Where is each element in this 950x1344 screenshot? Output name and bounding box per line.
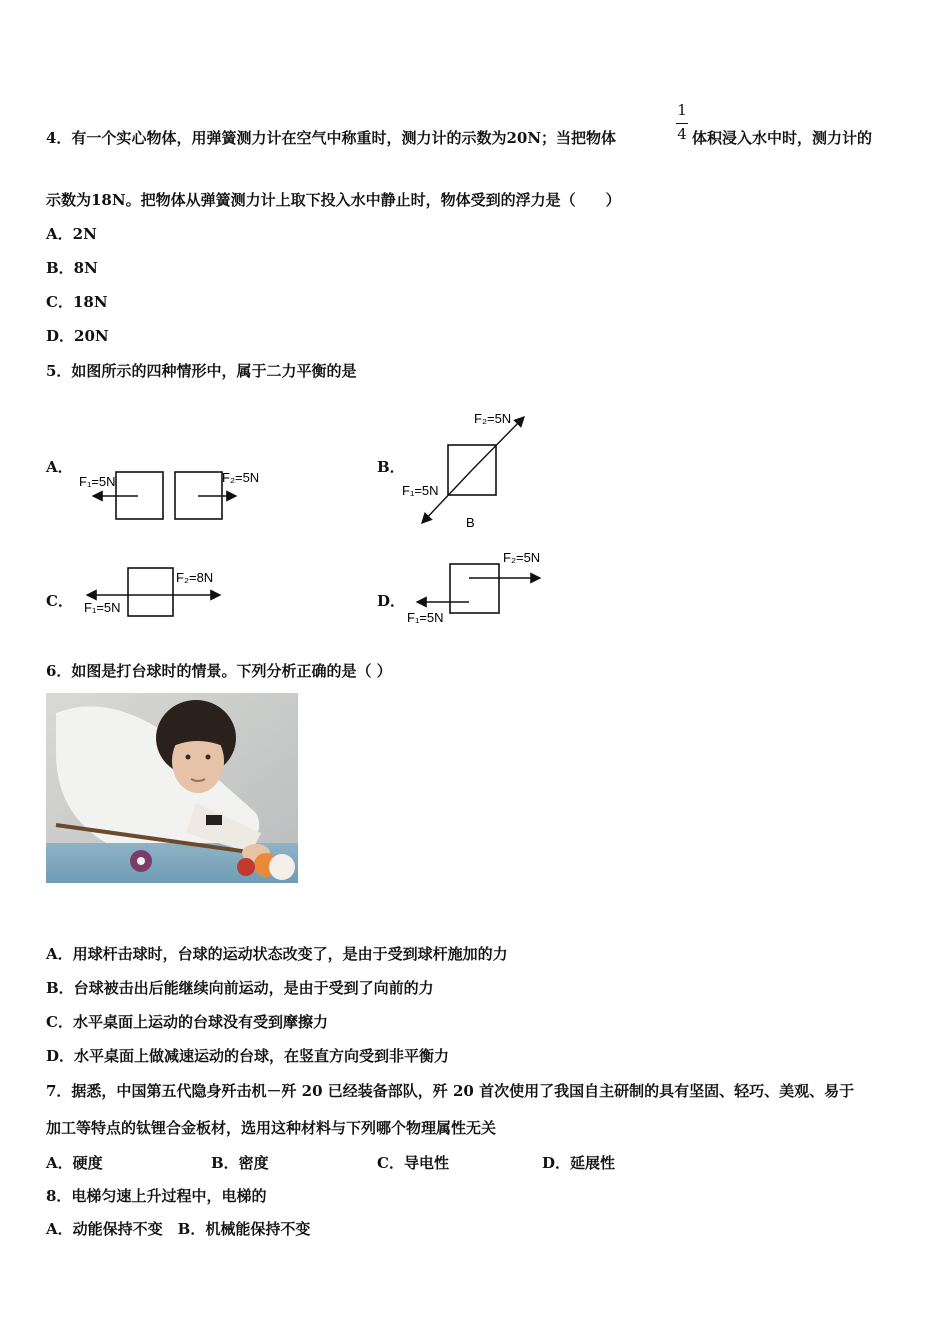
q4-option-b: B．8N (46, 259, 98, 277)
q5-label-d: D． (377, 592, 406, 610)
q7-stem-line2: 加工等特点的钛锂合金板材，选用这种材料与下列哪个物理属性无关 (46, 1119, 497, 1137)
fig-b-f2-label: F₂=5N (474, 411, 512, 426)
q6-option-b: B．台球被击出后能继续向前运动，是由于受到了向前的力 (46, 979, 434, 997)
q5-figure-b (400, 405, 550, 534)
q4-stem-line2: 示数为18N。把物体从弹簧测力计上取下投入水中静止时，物体受到的浮力是（ ） (46, 191, 621, 209)
q6-option-a: A．用球杆击球时，台球的运动状态改变了，是由于受到球杆施加的力 (46, 945, 508, 963)
q7-stem-line1: 7．据悉，中国第五代隐身歼击机－歼 20 已经装备部队，歼 20 首次使用了我国自主研制的具有坚固、轻巧、美观、易于 (46, 1082, 855, 1100)
fig-a-f2-label: F₂=5N (222, 470, 260, 485)
q5-figure-c (80, 562, 240, 628)
q4-option-c: C．18N (46, 293, 108, 311)
q4-stem-part2: 体积浸入水中时，测力计的 (692, 129, 873, 147)
fig-b-f1-label: F₁=5N (402, 483, 439, 498)
fig-d-f1-label: F₁=5N (407, 610, 444, 625)
fig-b-caption: B (466, 515, 475, 530)
q7-option-b: B．密度 (211, 1154, 269, 1172)
q4-stem-line1 (46, 128, 616, 148)
q4-option-a: A．2N (46, 225, 97, 243)
q4-stem-part1: 4．有一个实心物体，用弹簧测力计在空气中称重时，测力计的示数为20N；当把物体 (46, 129, 617, 147)
fraction-numerator: 1 (677, 101, 687, 119)
q6-option-d: D．水平桌面上做减速运动的台球，在竖直方向受到非平衡力 (46, 1047, 450, 1065)
q6-option-c: C．水平桌面上运动的台球没有受到摩擦力 (46, 1013, 328, 1031)
fig-c-f1-label: F₁=5N (84, 600, 121, 615)
q4-fraction (675, 101, 689, 143)
q4-option-d: D．20N (46, 327, 109, 345)
q8-options: A．动能保持不变 B．机械能保持不变 (46, 1220, 311, 1238)
fig-a-f1-label: F₁=5N (79, 474, 116, 489)
q8-stem: 8．电梯匀速上升过程中，电梯的 (46, 1187, 267, 1205)
fig-c-f2-label: F₂=8N (176, 570, 214, 585)
q5-figure-d (405, 546, 555, 630)
q7-option-d: D．延展性 (542, 1154, 616, 1172)
billiards-photo (46, 693, 298, 883)
fig-d-f2-label: F₂=5N (503, 550, 541, 565)
q5-label-a: A． (46, 458, 73, 476)
q5-stem: 5．如图所示的四种情形中，属于二力平衡的是 (46, 362, 357, 380)
q5-label-b: B． (377, 458, 405, 476)
q6-stem: 6．如图是打台球时的情景。下列分析正确的是（ ） (46, 662, 392, 680)
q5-figure-a (76, 466, 266, 530)
q7-option-c: C．导电性 (377, 1154, 449, 1172)
q7-option-a: A．硬度 (46, 1154, 103, 1172)
q5-label-c: C． (46, 592, 73, 610)
fraction-denominator: 4 (677, 125, 687, 143)
